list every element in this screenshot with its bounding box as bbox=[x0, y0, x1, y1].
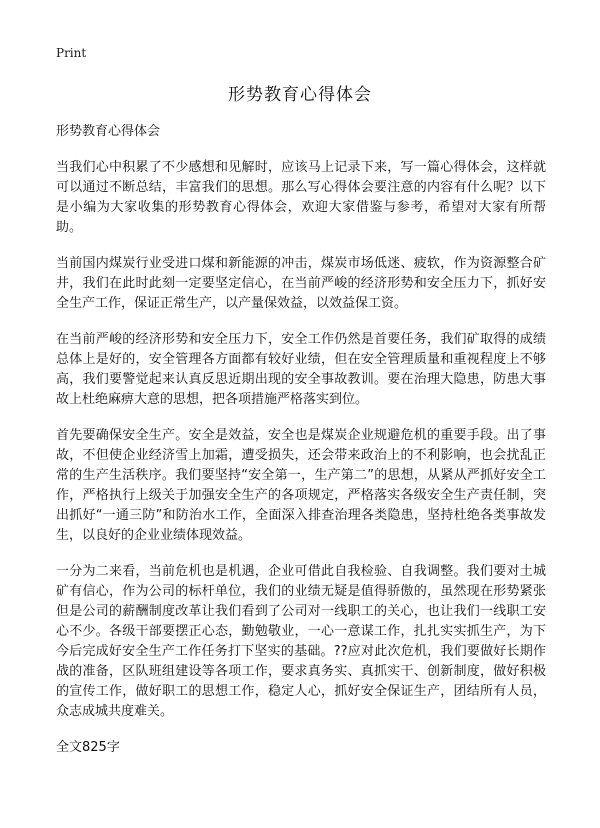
paragraph: 首先要确保安全生产。安全是效益，安全也是煤炭企业规避危机的重要手段。出了事故，不但使企业经济雪上加霜，遭受损失，还会带来政治上的不利影响，也会扰乱正常的生产生活秩序。我们要坚持“安全第一，生产第二”的思想，从紧从严抓好安全工作，严格执行上级关于加强安全生产的各项规定，严格落实各级安全生产责任制，突出抓好“一通三防”和防治水工作，全面深入排查治理各类隐患，坚持杜绝各类事故发生，以良好的企业业绩体现效益。 bbox=[56, 428, 546, 543]
paragraph: 当我们心中积累了不少感想和见解时，应该马上记录下来，写一篇心得体会，这样就可以通过不断总结，丰富我们的思想。那么写心得体会要注意的内容有什么呢？以下是小编为大家收集的形势教育心得体会，欢迎大家借鉴与参考，希望对大家有所帮助。 bbox=[56, 160, 546, 235]
document-subtitle: 形势教育心得体会 bbox=[56, 124, 161, 139]
paragraph: 一分为二来看，当前危机也是机遇，企业可借此自我检验、自我调整。我们要对土城矿有信心，作为公司的标杆单位，我们的业绩无疑是值得骄傲的，虽然现在形势紧张但是公司的薪酬制度改革让我们看到了公司对一线职工的关心，也让我们一线职工安心不少。各级干部要摆正心态，勤勉敬业，一心一意谋工作，扎扎实实抓生产，为下今后完成好安全生产工作任务打下坚实的基础。??应对此次危机，我们要做好长期作战的准备，区队班组建设等各项工作，要求真务实、真抓实干、创新制度，做好积极的宣传工作，做好职工的思想工作，稳定人心，抓好安全保证生产，团结所有人员，众志成城共度难关。 bbox=[56, 564, 546, 719]
page-title: 形势教育心得体会 bbox=[228, 85, 372, 105]
paragraph: 在当前严峻的经济形势和安全压力下，安全工作仍然是首要任务，我们矿取得的成绩总体上是好的，安全管理各方面都有较好业绩，但在安全管理质量和重视程度上不够高，我们要警觉起来认真反思近期出现的安全事故教训。要在治理大隐患，防患大事故上杜绝麻痹大意的思想，把各项措施严格落实到位。 bbox=[56, 332, 546, 407]
word-count: 全文825字 bbox=[56, 740, 120, 755]
paragraph: 当前国内煤炭行业受进口煤和新能源的冲击，煤炭市场低迷、疲软，作为资源整合矿井，我们在此时此刻一定要坚定信心，在当前严峻的经济形势和安全压力下，抓好安全生产工作，保证正常生产，以产量保效益，以效益保工资。 bbox=[56, 256, 546, 311]
document-body bbox=[56, 122, 546, 758]
print-link[interactable]: Print bbox=[56, 46, 87, 60]
